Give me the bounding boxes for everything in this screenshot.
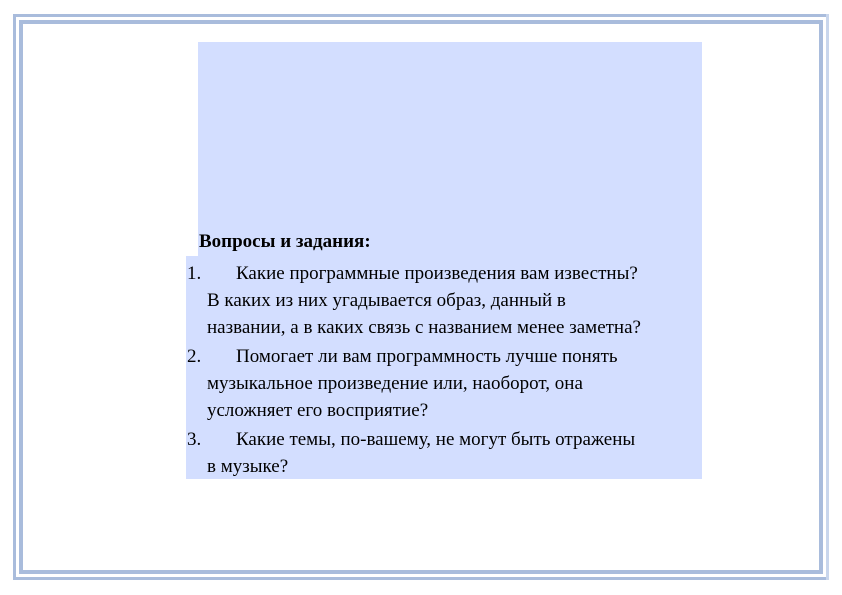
question-line: В каких из них угадывается образ, данный в — [207, 290, 566, 311]
question-number: 3. — [187, 429, 202, 450]
question-number: 1. — [187, 263, 202, 284]
question-line — [187, 426, 707, 453]
question-line — [187, 260, 707, 287]
question-item-3 — [187, 426, 707, 480]
question-item-2 — [187, 343, 707, 424]
question-line — [187, 343, 707, 370]
questions-heading: Вопросы и задания: — [199, 231, 371, 252]
text-panel-top — [198, 42, 702, 256]
question-item-1 — [187, 260, 707, 341]
question-number: 2. — [187, 346, 202, 367]
question-text: Какие программные произведения вам известны? — [236, 263, 638, 284]
question-line: названии, а в каких связь с названием менее заметна? — [207, 317, 641, 338]
question-line: в музыке? — [207, 456, 289, 477]
question-line: усложняет его восприятие? — [207, 400, 429, 421]
question-text: Помогает ли вам программность лучше понять — [236, 346, 618, 367]
page-frame-shadow — [826, 14, 829, 580]
question-text: Какие темы, по-вашему, не могут быть отражены — [236, 429, 636, 450]
question-line: музыкальное произведение или, наоборот, она — [207, 373, 583, 394]
